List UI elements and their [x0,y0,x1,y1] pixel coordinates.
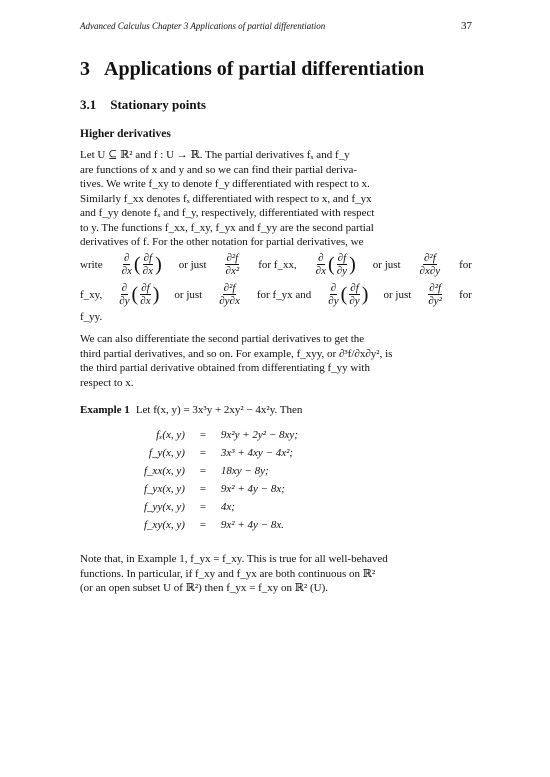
fraction: $\frac{\partial}{\partial y}$ [328,282,339,307]
paragraph-third-derivatives [80,332,472,390]
notation-word: for [459,258,472,271]
equation-lhs: f_y(x, y) [148,447,185,459]
equation-lhs: f_yy(x, y) [144,501,185,513]
notation-word: for f_yx and [256,288,312,301]
fraction: $\frac{\partial}{\partial x}$ [121,252,132,277]
fraction: $\frac{\partial f}{\partial y}$ [349,282,360,307]
section-heading [80,96,472,114]
equation-rhs: 9x²y + 2y² − 8xy; [220,429,298,441]
equation-eq: = [199,465,207,477]
para-line: We can also differentiate the second partial derivatives to get the [80,333,365,345]
notation-word: or just [178,258,207,271]
fraction: $\frac{\partial}{\partial y}$ [119,282,130,307]
notation-word: for [459,288,472,301]
chapter-number: 3 [80,58,90,80]
chapter-heading [80,56,472,82]
para-line: respect to x. [80,376,134,389]
equation-lhs: fₓ(x, y) [156,429,185,441]
para-line: Let U ⊆ ℝ² and f : U → ℝ. The partial derivatives fₓ and f_y [80,149,350,161]
page-number: 37 [461,20,472,32]
equation-rhs: 4x; [220,501,235,513]
example-label: Example 1 [80,404,130,416]
equation-eq: = [199,483,207,495]
section-title: Stationary points [110,97,206,112]
equation-eq: = [199,447,207,459]
fraction: $\frac{\text{∂²f}}{\partial y\partial x}$ [219,282,240,307]
page [80,20,472,596]
notation-expr: $\frac{\partial}{\partial y}$ ( $\frac{\partial f}{\partial y}$ ) [328,282,369,307]
notation-tail: f_yy. [80,310,103,323]
equation-row [140,498,302,516]
notation-row-1 [80,250,472,280]
notation-expr: $\frac{\partial}{\partial y}$ ( $\frac{\partial f}{\partial x}$ ) [119,282,160,307]
example-text: Let f(x, y) = 3x³y + 2xy² − 4x²y. Then [135,404,303,416]
running-header [80,20,472,34]
fraction: $\frac{\partial f}{\partial y}$ [336,252,348,277]
equation-array [140,426,302,534]
notation-word: or just [383,288,412,301]
para-line: Similarly f_xx denotes fₓ differentiated with respect to x, and f_yx [80,192,372,205]
para-line: functions. In particular, if f_xy and f_yx are both continuous on ℝ² [80,567,376,580]
para-line: third partial derivatives, and so on. For example, f_xyy, or ∂³f/∂x∂y², is [80,347,393,360]
equation-row [140,516,302,534]
equation-rhs: 3x³ + 4xy − 4x²; [220,447,294,459]
para-line: the third partial derivative obtained from differentiating f_yy with [80,362,370,374]
chapter-title: Applications of partial differentiation [104,58,425,80]
para-line: derivatives of f. For the other notation for partial derivatives, we [80,236,364,248]
equation-lhs: f_yx(x, y) [144,483,185,495]
fraction: $\frac{\partial f}{\partial x}$ [140,282,151,307]
equation-row [140,480,302,498]
notation-word: or just [174,288,203,301]
notation-word: f_xy, [80,288,103,301]
fraction: $\frac{\partial}{\partial x}$ [315,252,326,277]
equation-row [140,462,302,480]
notation-word: write [80,258,103,271]
equation-eq: = [199,429,207,441]
para-line: and f_yy denote fₓ and f_y, respectively, differentiated with respect [80,207,375,219]
subsection-heading: Higher derivatives [80,128,171,140]
para-line: to y. The functions f_xx, f_xy, f_yx and f_yy are the second partial [80,221,374,234]
para-line: tives. We write f_xy to denote f_y differentiated with respect to x. [80,178,370,190]
notation-row-2 [80,280,472,310]
equation-rhs: 18xy − 8y; [220,465,269,477]
notation-expr: $\frac{\partial}{\partial x}$ ( $\frac{\partial f}{\partial x}$ ) [121,252,162,277]
section-number: 3.1 [80,97,97,112]
equation-eq: = [199,519,207,531]
equation-lhs: f_xx(x, y) [144,465,185,477]
paragraph-note [80,552,472,596]
fraction: $\frac{\text{∂²f}}{\partial x\partial y}$ [419,252,441,277]
fraction: $\frac{\partial f}{\partial x}$ [142,252,153,277]
para-line: are functions of x and y and so we can find their partial deriva- [80,163,358,176]
notation-word: or just [372,258,401,271]
para-line: Note that, in Example 1, f_yx = f_xy. This is true for all well-behaved [80,553,388,565]
para-line: (or an open subset U of ℝ²) then f_yx = f_xy on ℝ² (U). [80,582,328,594]
equation-row [140,426,302,444]
fraction: $\frac{\text{∂²f}}{\text{∂x²}}$ [225,252,240,277]
equation-row [140,444,302,462]
equation-rhs: 9x² + 4y − 8x; [220,483,285,495]
equation-lhs: f_xy(x, y) [144,519,185,531]
equation-rhs: 9x² + 4y − 8x. [220,519,284,531]
example-block [80,404,472,416]
equation-eq: = [199,501,207,513]
paragraph-higher-derivatives [80,148,472,250]
running-title: Advanced Calculus Chapter 3 Applications of partial differentiation [80,21,326,31]
notation-expr: $\frac{\partial}{\partial x}$ ( $\frac{\partial f}{\partial y}$ ) [315,252,356,277]
notation-word: for f_xx, [258,258,297,271]
fraction: $\frac{\text{∂²f}}{\text{∂y²}}$ [428,282,442,307]
